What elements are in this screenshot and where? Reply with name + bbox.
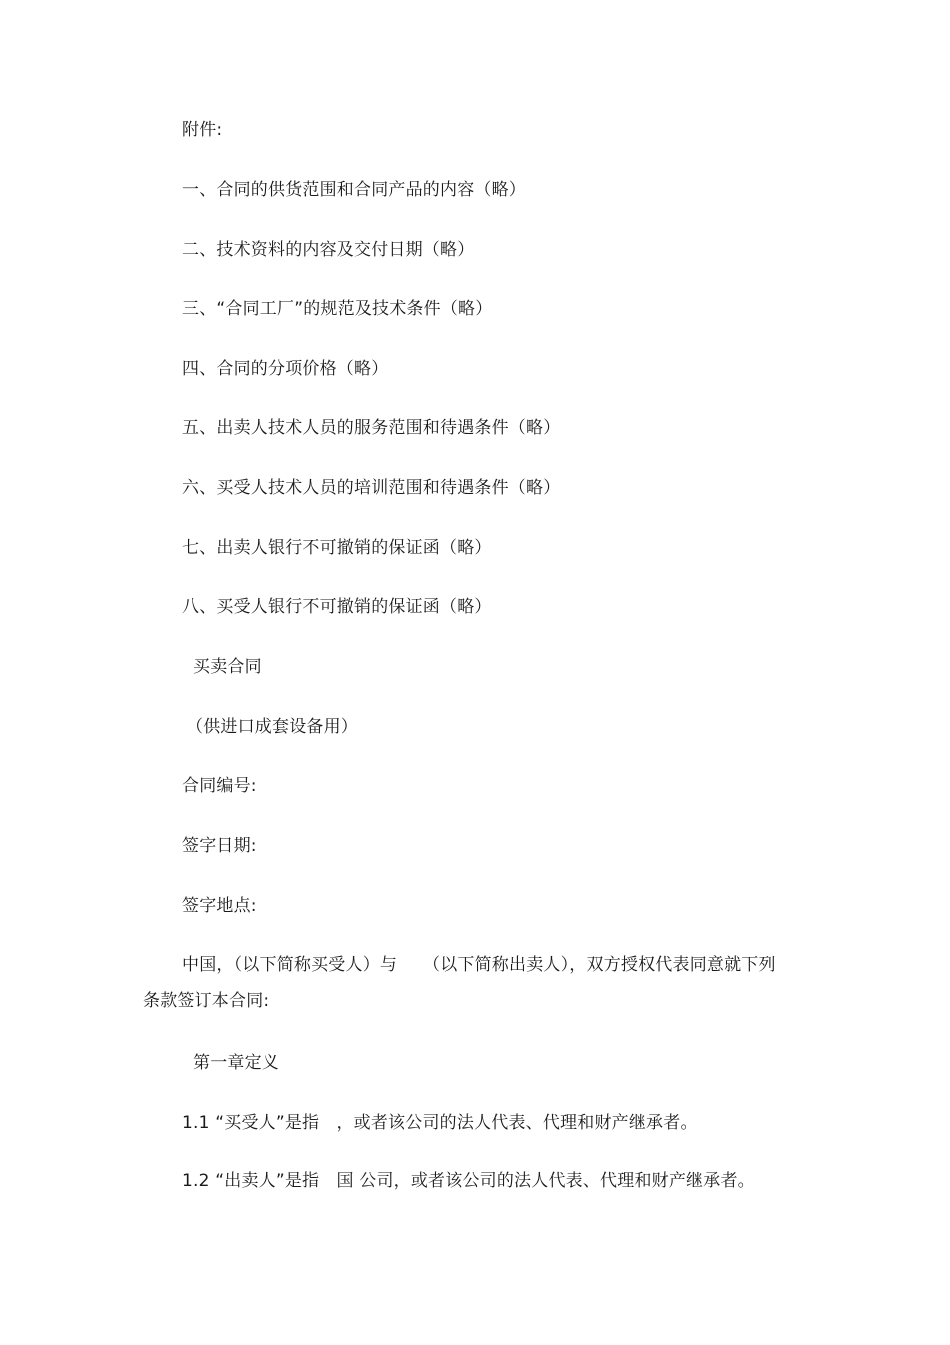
attachment-item: 三、“合同工厂”的规范及技术条件（略） [182, 299, 493, 319]
attachment-item: 八、买受人银行不可撤销的保证函（略） [182, 597, 492, 617]
attachment-item: 二、技术资料的内容及交付日期（略） [182, 240, 475, 260]
clause-1-1: 1.1 “买受人”是指 ，或者该公司的法人代表、代理和财产继承者。 [182, 1113, 698, 1133]
attachment-item: 六、买受人技术人员的培训范围和待遇条件（略） [182, 478, 561, 498]
contract-subtitle: （供进口成套设备用） [186, 717, 358, 737]
contract-preamble: 中国，（以下简称买受人）与 （以下简称出卖人），双方授权代表同意就下列条款签订本合同: [143, 955, 776, 1011]
clause-1-2: 1.2 “出卖人”是指 国 公司，或者该公司的法人代表、代理和财产继承者。 [182, 1171, 755, 1191]
attachment-item: 七、出卖人银行不可撤销的保证函（略） [182, 538, 492, 558]
attachment-item: 四、合同的分项价格（略） [182, 359, 389, 379]
attachment-item: 一、合同的供货范围和合同产品的内容（略） [182, 180, 526, 200]
contract-number-label: 合同编号: [182, 776, 257, 796]
attachment-item: 五、出卖人技术人员的服务范围和待遇条件（略） [182, 418, 561, 438]
signing-place-label: 签字地点: [182, 896, 257, 916]
signing-date-label: 签字日期: [182, 836, 257, 856]
contract-title: 买卖合同 [193, 657, 262, 677]
chapter-title: 第一章定义 [193, 1053, 279, 1073]
attachments-heading: 附件: [182, 120, 223, 140]
